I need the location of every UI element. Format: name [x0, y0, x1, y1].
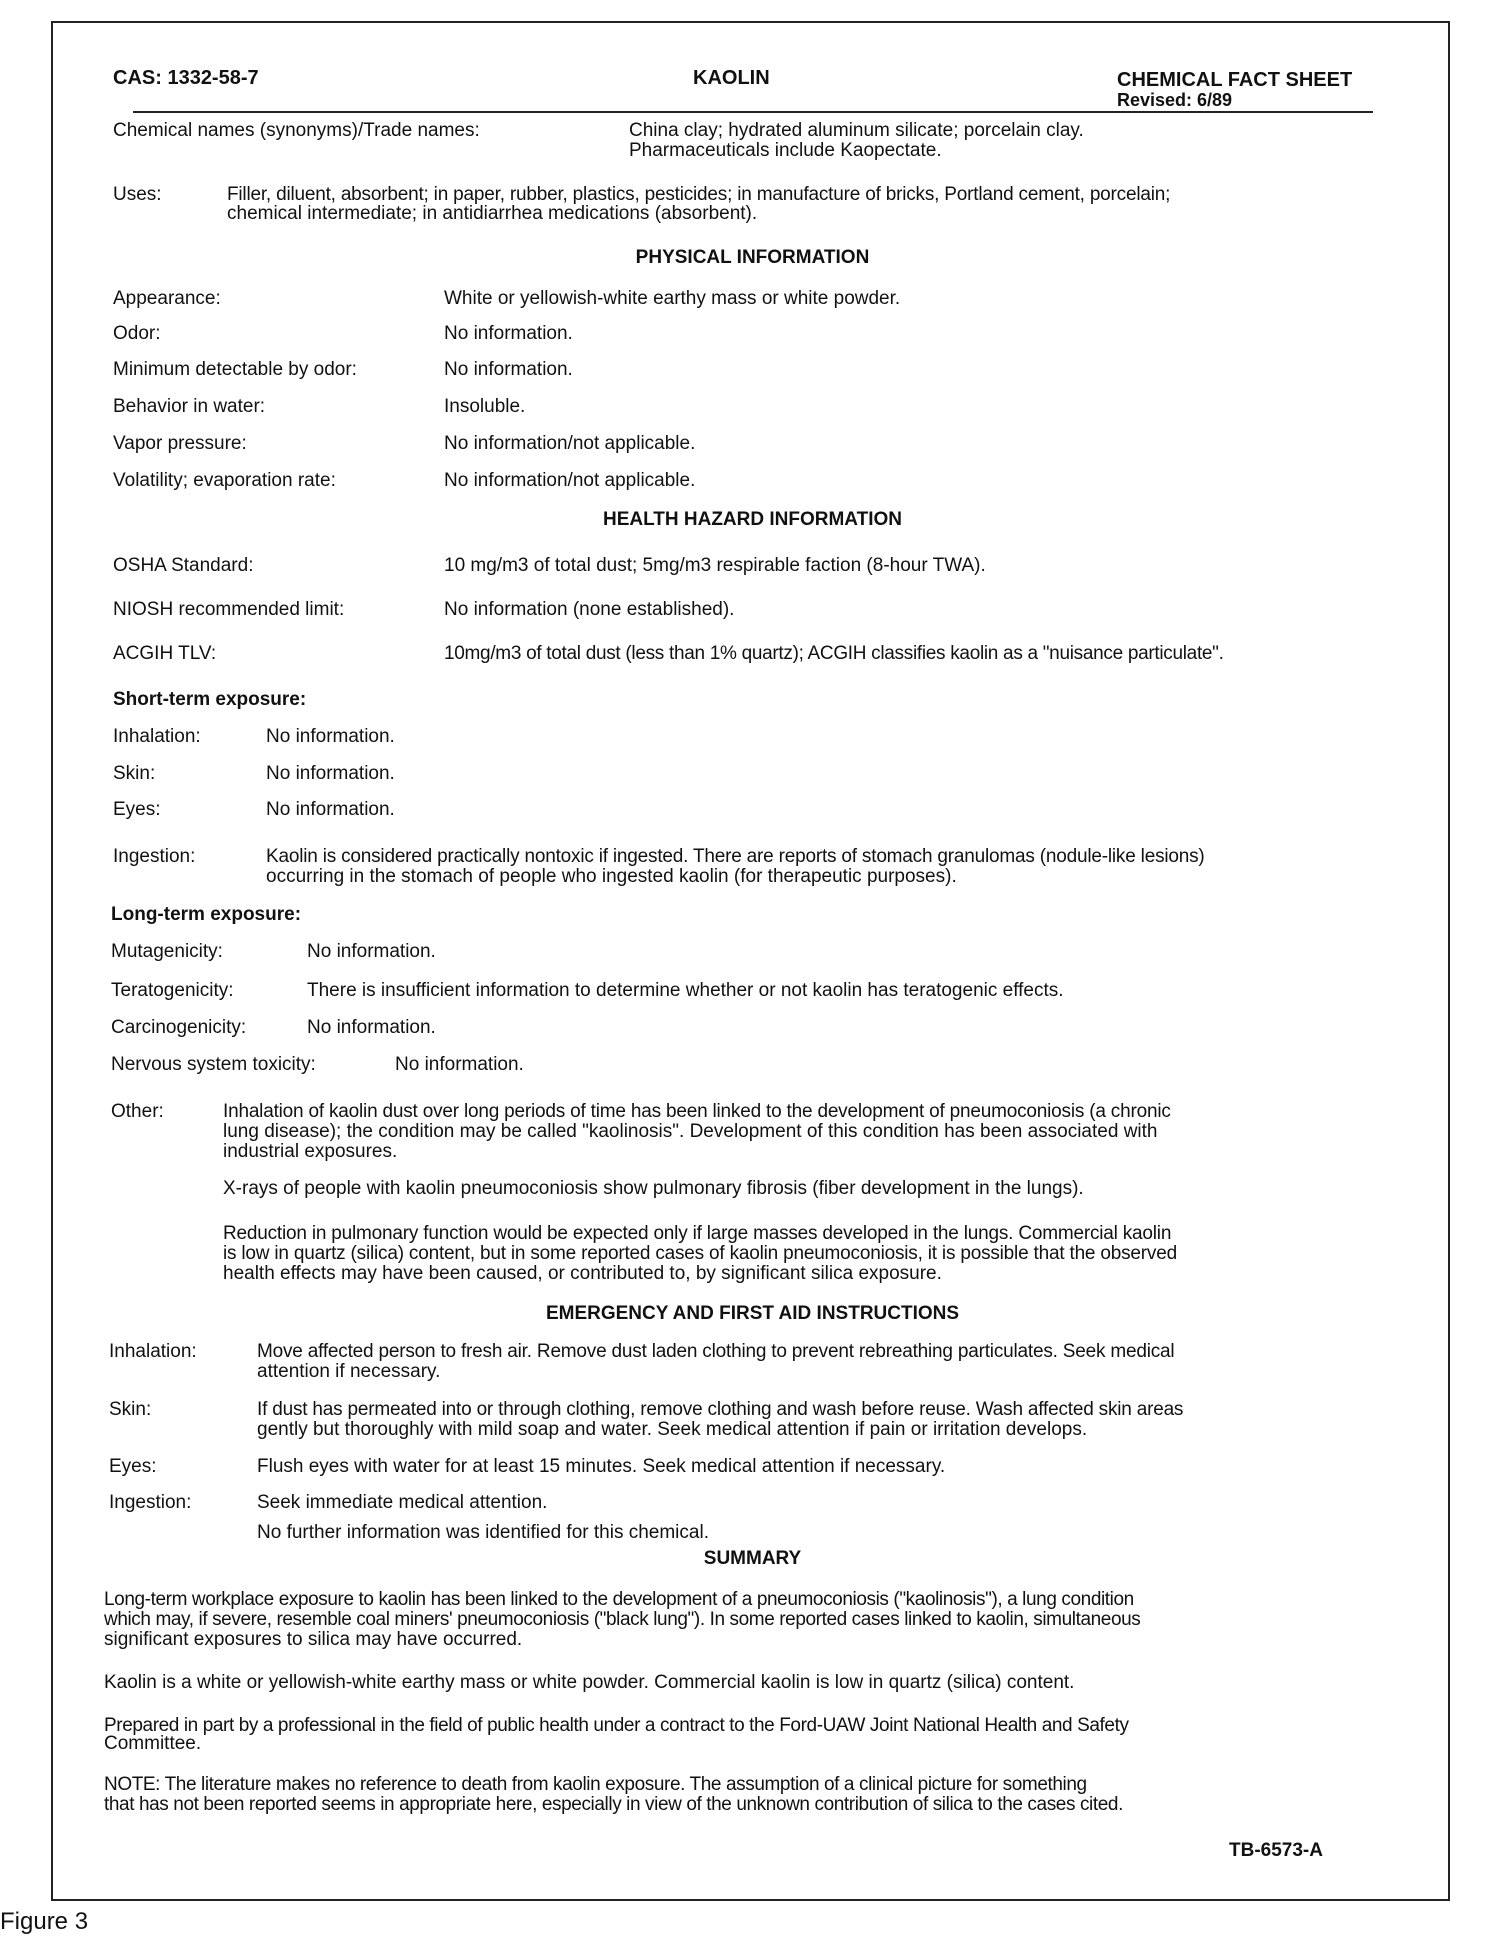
carcinogenicity-value: No information. [307, 1017, 436, 1038]
uses-line-2: chemical intermediate; in antidiarrhea medications (absorbent). [227, 203, 758, 224]
short-term-ingestion-line-2: occurring in the stomach of people who ingested kaolin (for therapeutic purposes). [266, 866, 957, 887]
summary-p1-line-2: which may, if severe, resemble coal miners' pneumoconiosis ("black lung"). In some reported cases linked to kaolin, simultaneous [104, 1609, 1141, 1630]
summary-p1-line-3: significant exposures to silica may have occurred. [104, 1629, 523, 1650]
sheet-type: CHEMICAL FACT SHEET [1117, 69, 1353, 91]
health-value: No information (none established). [444, 599, 735, 620]
health-label: NIOSH recommended limit: [113, 599, 345, 620]
physical-label: Minimum detectable by odor: [113, 359, 357, 380]
nervous-label: Nervous system toxicity: [111, 1054, 316, 1075]
short-term-value: No information. [266, 763, 395, 784]
short-term-label: Eyes: [113, 799, 161, 820]
short-term-ingestion-label: Ingestion: [113, 846, 196, 867]
teratogenicity-value: There is insufficient information to determine whether or not kaolin has teratogenic effects. [307, 980, 1064, 1001]
other-p3-line-3: health effects may have been caused, or contributed to, by significant silica exposure. [223, 1263, 942, 1284]
physical-value: No information. [444, 323, 573, 344]
revised-date: Revised: 6/89 [1117, 90, 1233, 110]
physical-value: White or yellowish-white earthy mass or white powder. [444, 288, 901, 309]
long-term-title: Long-term exposure: [111, 904, 302, 925]
emergency-further: No further information was identified for this chemical. [257, 1522, 709, 1543]
physical-label: Vapor pressure: [113, 433, 247, 454]
carcinogenicity-label: Carcinogenicity: [111, 1017, 247, 1038]
cas-number: CAS: 1332-58-7 [113, 67, 259, 89]
emergency-eyes-label: Eyes: [109, 1456, 157, 1477]
other-p1-line-1: Inhalation of kaolin dust over long periods of time has been linked to the development of pneumoconiosis (a chronic [223, 1101, 1171, 1122]
physical-value: No information. [444, 359, 573, 380]
summary-p2: Kaolin is a white or yellowish-white earthy mass or white powder. Commercial kaolin is low in quartz (silica) content. [104, 1672, 1075, 1693]
physical-label: Volatility; evaporation rate: [113, 470, 336, 491]
physical-label: Odor: [113, 323, 161, 344]
uses-line-1: Filler, diluent, absorbent; in paper, rubber, plastics, pesticides; in manufacture of bricks, Portland cement, porcelain; [227, 184, 1171, 205]
summary-p3-line-2: Committee. [104, 1733, 202, 1754]
mutagenicity-value: No information. [307, 941, 436, 962]
section-physical: PHYSICAL INFORMATION [635, 247, 870, 268]
physical-label: Appearance: [113, 288, 221, 309]
mutagenicity-label: Mutagenicity: [111, 941, 223, 962]
sheet-title: KAOLIN [693, 67, 770, 89]
synonyms-label: Chemical names (synonyms)/Trade names: [113, 120, 480, 141]
emergency-skin-label: Skin: [109, 1399, 152, 1420]
physical-value: Insoluble. [444, 396, 526, 417]
short-term-label: Inhalation: [113, 726, 201, 747]
emergency-skin-line-1: If dust has permeated into or through clothing, remove clothing and wash before reuse. Wash affected skin areas [257, 1399, 1184, 1420]
uses-label: Uses: [113, 184, 162, 205]
emergency-inhalation-line-1: Move affected person to fresh air. Remove dust laden clothing to prevent rebreathing particulates. Seek medical [257, 1341, 1175, 1362]
physical-value: No information/not applicable. [444, 433, 696, 454]
synonyms-line-2: Pharmaceuticals include Kaopectate. [629, 140, 942, 161]
emergency-inhalation-label: Inhalation: [109, 1341, 197, 1362]
emergency-inhalation-line-2: attention if necessary. [257, 1361, 441, 1382]
summary-p1-line-1: Long-term workplace exposure to kaolin has been linked to the development of a pneumoconiosis ("kaolinosis"), a lung condition [104, 1589, 1134, 1610]
other-label: Other: [111, 1101, 164, 1122]
section-health-hazard: HEALTH HAZARD INFORMATION [602, 509, 903, 530]
short-term-value: No information. [266, 726, 395, 747]
emergency-eyes-value: Flush eyes with water for at least 15 minutes. Seek medical attention if necessary. [257, 1456, 946, 1477]
summary-p3-line-1: Prepared in part by a professional in the field of public health under a contract to the Ford-UAW Joint National Health and Safety [104, 1715, 1129, 1736]
short-term-value: No information. [266, 799, 395, 820]
short-term-label: Skin: [113, 763, 156, 784]
short-term-title: Short-term exposure: [113, 689, 307, 710]
synonyms-line-1: China clay; hydrated aluminum silicate; porcelain clay. [629, 120, 1084, 141]
short-term-ingestion-line-1: Kaolin is considered practically nontoxic if ingested. There are reports of stomach granulomas (nodule-like lesions) [266, 846, 1205, 867]
physical-label: Behavior in water: [113, 396, 266, 417]
summary-note-line-1: NOTE: The literature makes no reference to death from kaolin exposure. The assumption of a clinical picture for something [104, 1774, 1087, 1795]
section-summary: SUMMARY [703, 1548, 802, 1569]
health-label: ACGIH TLV: [113, 643, 217, 664]
header-rule [133, 111, 1373, 113]
other-p1-line-3: industrial exposures. [223, 1141, 398, 1162]
emergency-ingestion-value: Seek immediate medical attention. [257, 1492, 548, 1513]
physical-value: No information/not applicable. [444, 470, 696, 491]
figure-caption: Figure 3 [0, 1908, 89, 1935]
health-value: 10mg/m3 of total dust (less than 1% quartz); ACGIH classifies kaolin as a "nuisance particulate". [444, 643, 1224, 664]
nervous-value: No information. [395, 1054, 524, 1075]
other-p2: X-rays of people with kaolin pneumoconiosis show pulmonary fibrosis (fiber development in the lungs). [223, 1178, 1084, 1199]
emergency-skin-line-2: gently but thoroughly with mild soap and water. Seek medical attention if pain or irritation develops. [257, 1419, 1088, 1440]
section-emergency: EMERGENCY AND FIRST AID INSTRUCTIONS [545, 1303, 960, 1324]
fact-sheet [51, 21, 1450, 1901]
other-p1-line-2: lung disease); the condition may be called "kaolinosis". Development of this condition has been associated with [223, 1121, 1158, 1142]
teratogenicity-label: Teratogenicity: [111, 980, 234, 1001]
health-label: OSHA Standard: [113, 555, 254, 576]
other-p3-line-2: is low in quartz (silica) content, but in some reported cases of kaolin pneumoconiosis, it is possible that the observed [223, 1243, 1177, 1264]
other-p3-line-1: Reduction in pulmonary function would be expected only if large masses developed in the lungs. Commercial kaolin [223, 1223, 1172, 1244]
health-value: 10 mg/m3 of total dust; 5mg/m3 respirable faction (8-hour TWA). [444, 555, 986, 576]
emergency-ingestion-label: Ingestion: [109, 1492, 192, 1513]
summary-note-line-2: that has not been reported seems in appropriate here, especially in view of the unknown contribution of silica to the cases cited. [104, 1794, 1123, 1815]
document-id: TB-6573-A [1229, 1840, 1323, 1861]
